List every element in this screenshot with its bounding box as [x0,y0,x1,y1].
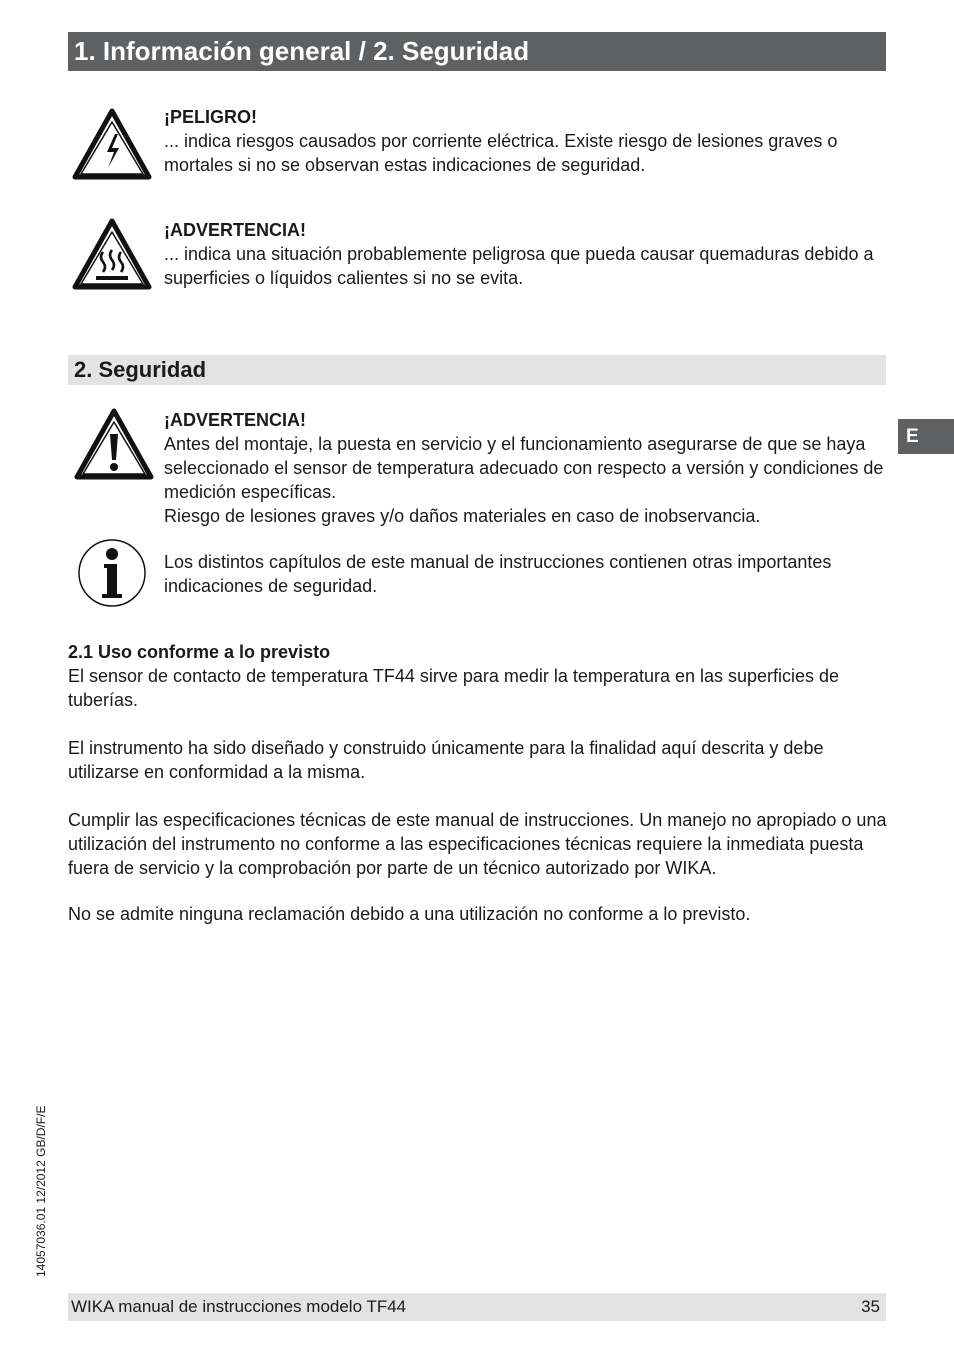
notice-text: ... indica una situación probablemente peligrosa que pueda causar quemaduras debido a superficies o líquidos calientes si no se evita. [164,244,874,288]
notice-title: ¡ADVERTENCIA! [164,220,306,240]
notice-text-risk: Riesgo de lesiones graves y/o daños materiales en caso de inobservancia. [164,506,761,526]
section-title: 2. Seguridad [74,357,207,382]
paragraph: No se admite ninguna reclamación debido a una utilización no conforme a lo previsto. [68,904,751,924]
paragraph: El sensor de contacto de temperatura TF44 sirve para medir la temperatura en las superficies de tuberías. [68,666,840,710]
paragraph: Cumplir las especificaciones técnicas de este manual de instrucciones. Un manejo no apropiado o una utilización del instrumento no conforme a las especificaciones técnicas requiere la inmediata puesta fuera de servicio y la comprobación por parte de un técnico autorizado por WIKA. [68,810,887,878]
hot-warning-notice [164,218,886,290]
hot-surface-icon [72,218,152,290]
document-code: 14057036.01 12/2012 GB/D/F/E [34,1105,48,1277]
subsection-intended-use [68,640,888,926]
page-header [68,32,886,71]
danger-notice [164,105,886,177]
info-notice [164,550,886,598]
electric-hazard-icon [72,108,152,180]
notice-text: Antes del montaje, la puesta en servicio y el funcionamiento asegurarse de que se haya seleccionado el sensor de temperatura adecuado con respecto a versión y condiciones de medición específicas. [164,434,884,502]
page-title: 1. Información general / 2. Seguridad [74,36,530,66]
subsection-title: 2.1 Uso conforme a lo previsto [68,642,331,662]
warning-exclamation-icon [74,408,154,480]
section-heading [68,355,886,385]
safety-warning-notice [164,408,886,528]
paragraph: El instrumento ha sido diseñado y construido únicamente para la finalidad aquí descrita y debe utilizarse en conformidad a la misma. [68,738,824,782]
footer-manual-title: WIKA manual de instrucciones modelo TF44 [71,1297,407,1316]
language-tab: E [898,419,954,454]
notice-title: ¡PELIGRO! [164,107,257,127]
notice-text: ... indica riesgos causados por corriente eléctrica. Existe riesgo de lesiones graves o mortales si no se observan estas indicaciones de seguridad. [164,131,838,175]
info-icon [76,537,148,609]
notice-title: ¡ADVERTENCIA! [164,410,306,430]
page-footer [68,1293,886,1321]
page-number: 35 [861,1297,880,1316]
notice-text: Los distintos capítulos de este manual de instrucciones contienen otras importantes indicaciones de seguridad. [164,552,832,596]
